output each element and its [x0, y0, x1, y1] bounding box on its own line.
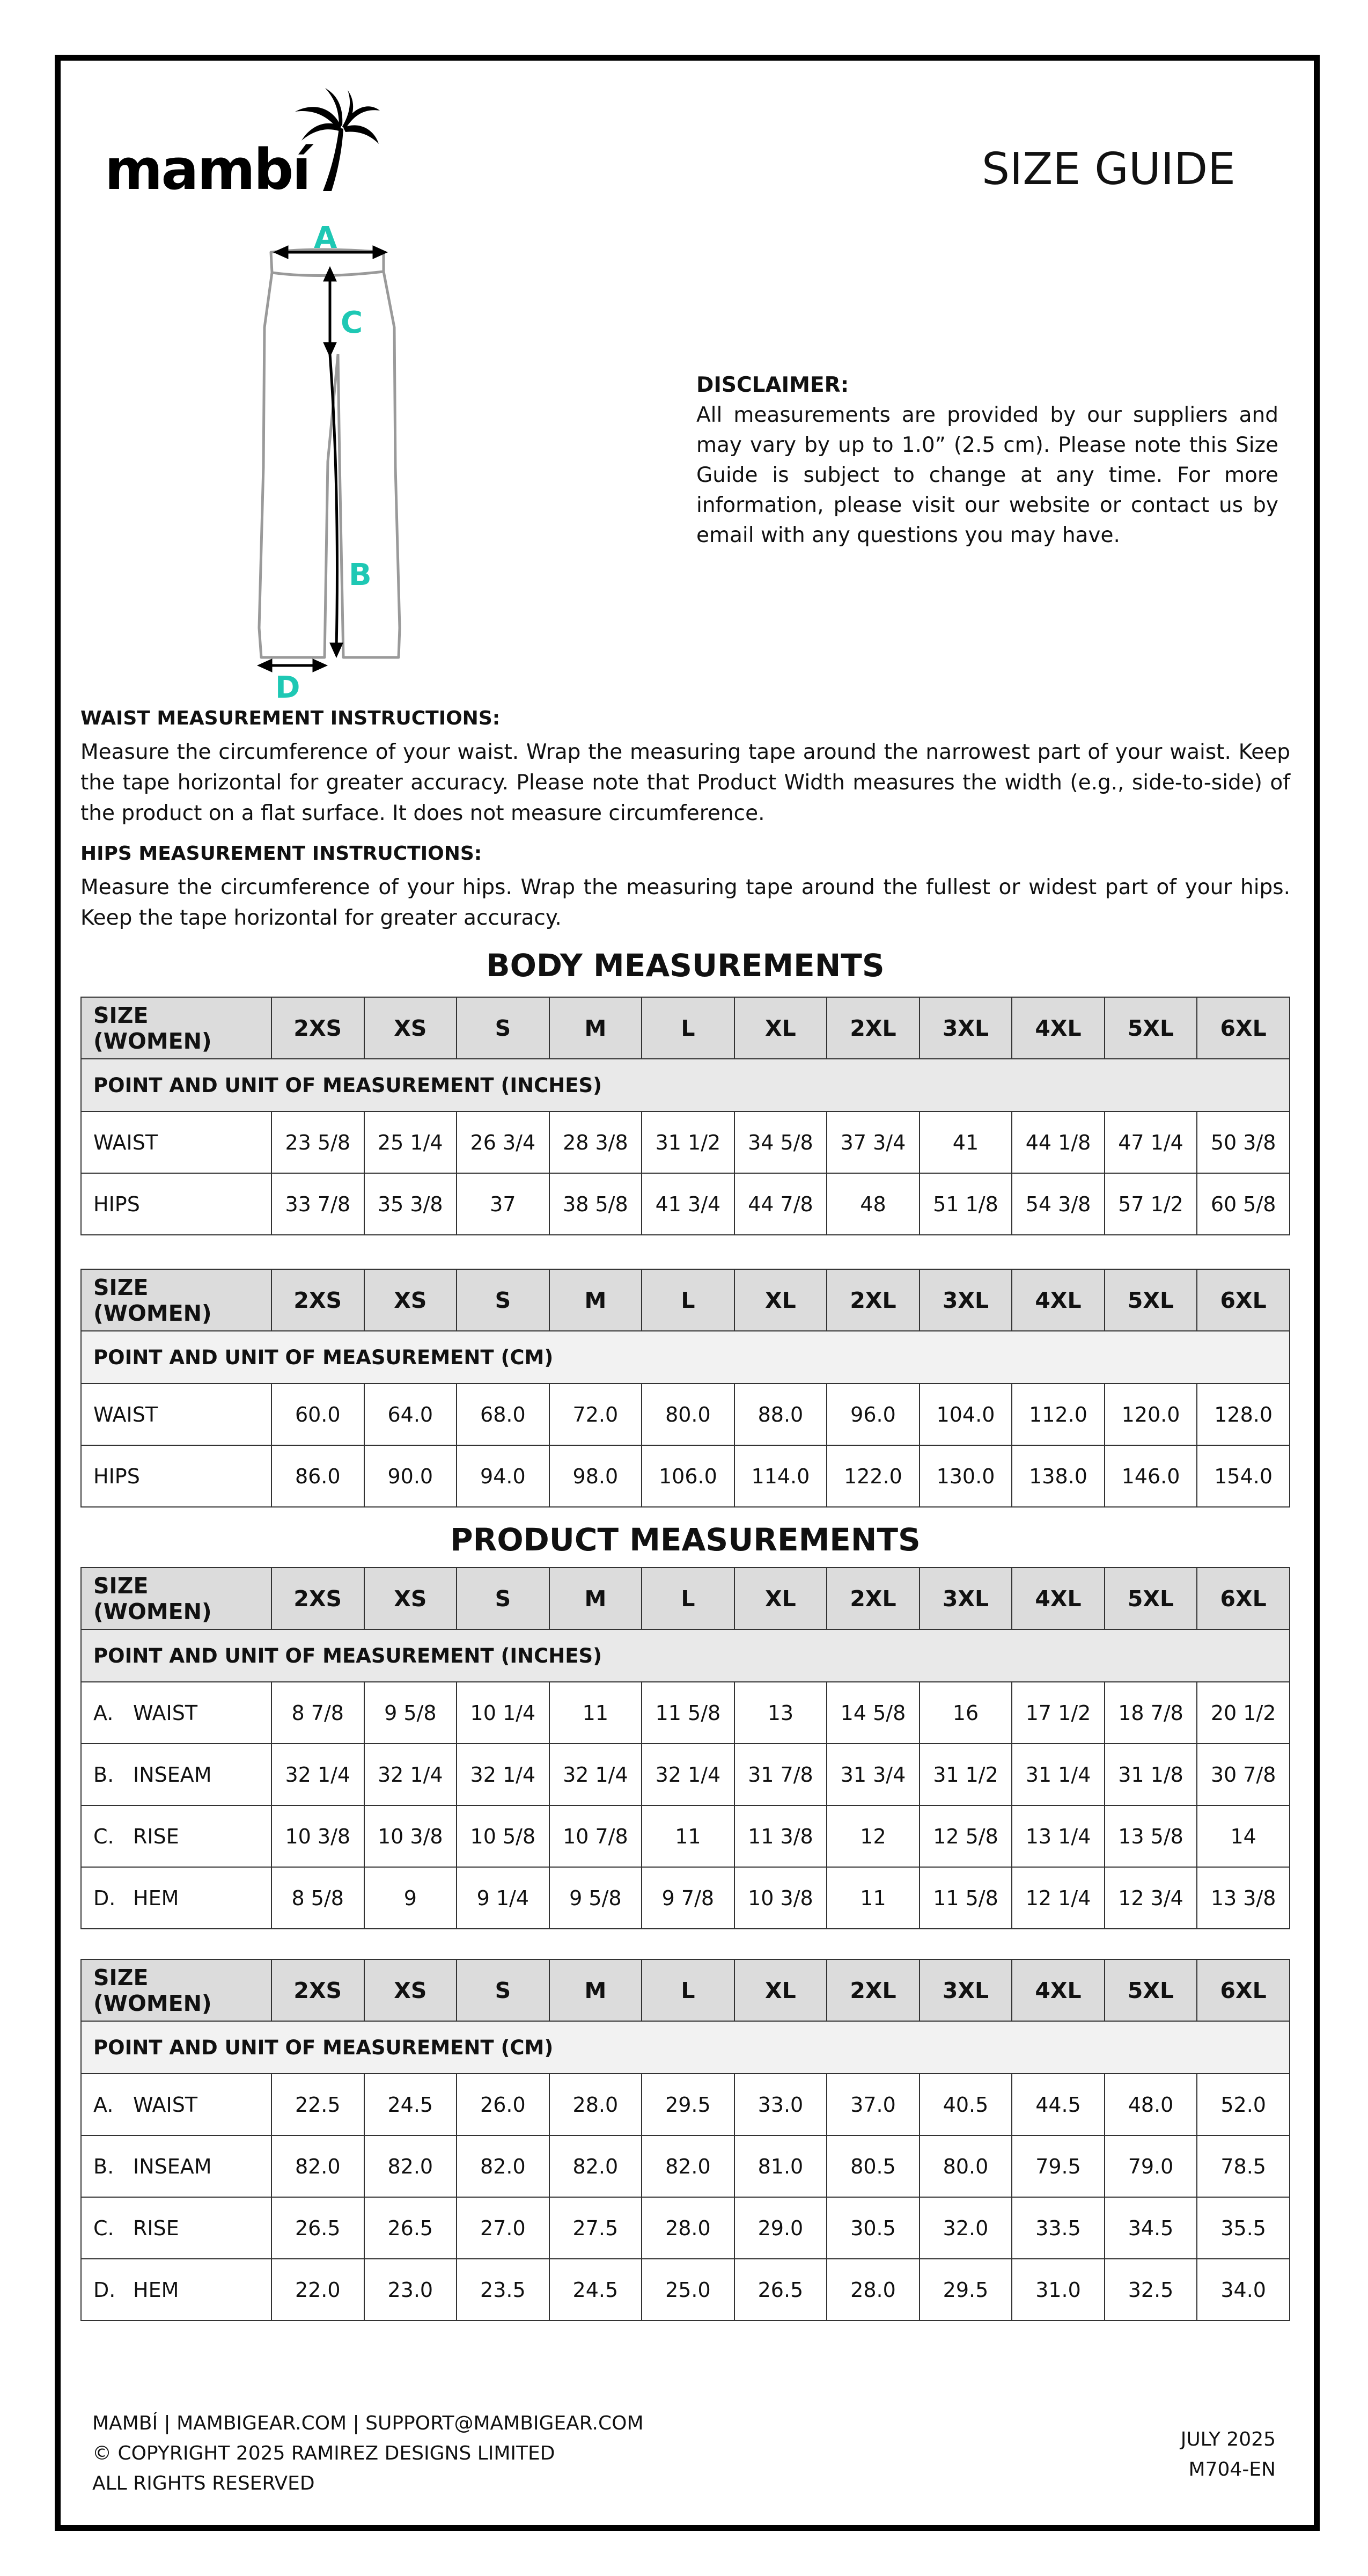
size-header-cell: L [642, 1959, 734, 2021]
row-label-cell [81, 2259, 271, 2321]
row-label-cell [81, 1805, 271, 1867]
table-cell: 9 7/8 [642, 1867, 734, 1929]
size-header-label: SIZE (WOMEN) [81, 997, 271, 1059]
size-header-label: SIZE (WOMEN) [81, 1269, 271, 1331]
diagram-label-a: A [314, 221, 337, 255]
table-cell: 28.0 [549, 2074, 642, 2135]
table-cell: 41 3/4 [642, 1173, 734, 1235]
size-header-cell: 3XL [920, 1269, 1012, 1331]
size-header-cell: XS [364, 1959, 457, 2021]
disclaimer-text: All measurements are provided by our suppliers and may vary by up to 1.0” (2.5 cm). Please note this Size Guide is subject to change at any time. For more information, please visit our website or contact us by email with any questions you may have. [696, 403, 1278, 547]
table-cell: 29.0 [734, 2197, 827, 2259]
table-cell: 24.5 [549, 2259, 642, 2321]
table-cell: 16 [920, 1682, 1012, 1744]
row-letter: A. [93, 2092, 114, 2117]
table-cell: 106.0 [642, 1445, 734, 1507]
row-label: WAIST [93, 1402, 158, 1426]
footer-code: M704-EN [1188, 2458, 1276, 2480]
table-cell: 64.0 [364, 1384, 457, 1445]
table-row [81, 1867, 1290, 1929]
table-cell: 26.0 [457, 2074, 549, 2135]
table-cell: 9 [364, 1867, 457, 1929]
table-cell: 114.0 [734, 1445, 827, 1507]
table-cell: 12 1/4 [1012, 1867, 1105, 1929]
body-measurements-title: BODY MEASUREMENTS [486, 947, 885, 984]
footer-contact-line: MAMBÍ | MAMBIGEAR.COM | SUPPORT@MAMBIGEAR.COM [92, 2412, 644, 2434]
table-row [81, 1384, 1290, 1445]
table-cell: 79.5 [1012, 2135, 1105, 2197]
table-cell: 98.0 [549, 1445, 642, 1507]
table-cell: 13 3/8 [1197, 1867, 1290, 1929]
size-header-cell: 4XL [1012, 1269, 1105, 1331]
size-header-cell: L [642, 1568, 734, 1629]
table-cell: 10 1/4 [457, 1682, 549, 1744]
row-letter: C. [93, 2216, 114, 2240]
unit-subheader-row [81, 1629, 1290, 1682]
table-cell: 32 1/4 [642, 1744, 734, 1805]
row-label: HIPS [93, 1464, 140, 1488]
table-cell: 28 3/8 [549, 1111, 642, 1173]
table-cell: 11 [642, 1805, 734, 1867]
hips-instructions-heading: HIPS MEASUREMENT INSTRUCTIONS: [80, 843, 482, 865]
table-cell: 44 1/8 [1012, 1111, 1105, 1173]
table-row [81, 1173, 1290, 1235]
table-cell: 128.0 [1197, 1384, 1290, 1445]
size-header-cell: XL [734, 1269, 827, 1331]
table-cell: 44 7/8 [734, 1173, 827, 1235]
table-cell: 31 3/4 [827, 1744, 920, 1805]
table-cell: 37.0 [827, 2074, 920, 2135]
table-cell: 81.0 [734, 2135, 827, 2197]
size-header-row [81, 1269, 1290, 1331]
table-cell: 14 [1197, 1805, 1290, 1867]
table-cell: 32 1/4 [549, 1744, 642, 1805]
size-header-label: SIZE (WOMEN) [81, 1959, 271, 2021]
size-header-cell: 2XS [271, 997, 364, 1059]
table-cell: 12 [827, 1805, 920, 1867]
table-cell: 24.5 [364, 2074, 457, 2135]
table-cell: 122.0 [827, 1445, 920, 1507]
row-letter: B. [93, 2154, 114, 2178]
size-header-cell: 5XL [1105, 997, 1197, 1059]
table-cell: 10 5/8 [457, 1805, 549, 1867]
table-cell: 72.0 [549, 1384, 642, 1445]
table-cell: 28.0 [642, 2197, 734, 2259]
unit-subheader-row [81, 2021, 1290, 2074]
table-cell: 33 7/8 [271, 1173, 364, 1235]
table-cell: 154.0 [1197, 1445, 1290, 1507]
table-cell: 54 3/8 [1012, 1173, 1105, 1235]
waist-instructions [80, 707, 1290, 829]
size-header-cell: 6XL [1197, 997, 1290, 1059]
body-measurements-inches-table [80, 997, 1290, 1235]
footer-left [92, 2409, 644, 2499]
row-label: RISE [133, 1824, 179, 1848]
size-header-cell: M [549, 1568, 642, 1629]
table-cell: 9 5/8 [364, 1682, 457, 1744]
size-header-cell: 2XS [271, 1269, 364, 1331]
unit-subheader-row [81, 1059, 1290, 1111]
row-label-cell [81, 1744, 271, 1805]
size-header-cell: 2XL [827, 1269, 920, 1331]
table-cell: 90.0 [364, 1445, 457, 1507]
table-cell: 37 3/4 [827, 1111, 920, 1173]
disclaimer [696, 370, 1278, 551]
size-header-cell: 2XL [827, 997, 920, 1059]
table-cell: 50 3/8 [1197, 1111, 1290, 1173]
table-cell: 18 7/8 [1105, 1682, 1197, 1744]
size-header-row [81, 1568, 1290, 1629]
table-cell: 57 1/2 [1105, 1173, 1197, 1235]
size-header-cell: 2XL [827, 1959, 920, 2021]
table-cell: 37 [457, 1173, 549, 1235]
hips-instructions [80, 843, 1290, 933]
waist-instructions-text: Measure the circumference of your waist. Wrap the measuring tape around the narrowest part of your waist. Keep the tape horizontal for greater accuracy. Please note that Product Width measures the width (e.g., side-to-side) of the product on a flat surface. It does not measure circumference. [80, 740, 1290, 825]
table-cell: 9 1/4 [457, 1867, 549, 1929]
table-cell: 52.0 [1197, 2074, 1290, 2135]
size-header-cell: XL [734, 1959, 827, 2021]
row-label-cell [81, 1867, 271, 1929]
disclaimer-label: DISCLAIMER: [696, 373, 849, 397]
row-label: INSEAM [133, 1762, 212, 1787]
size-header-cell: 2XS [271, 1568, 364, 1629]
table-cell: 10 3/8 [364, 1805, 457, 1867]
table-cell: 11 [827, 1867, 920, 1929]
table-cell: 29.5 [920, 2259, 1012, 2321]
table-cell: 30 7/8 [1197, 1744, 1290, 1805]
table-cell: 9 5/8 [549, 1867, 642, 1929]
unit-subheader: POINT AND UNIT OF MEASUREMENT (INCHES) [81, 1059, 1290, 1111]
table-cell: 32.0 [920, 2197, 1012, 2259]
table-cell: 79.0 [1105, 2135, 1197, 2197]
table-cell: 82.0 [364, 2135, 457, 2197]
size-header-cell: L [642, 997, 734, 1059]
size-header-cell: 5XL [1105, 1269, 1197, 1331]
table-cell: 31 1/4 [1012, 1744, 1105, 1805]
row-label: HEM [133, 1886, 179, 1910]
size-header-cell: M [549, 1269, 642, 1331]
table-cell: 13 [734, 1682, 827, 1744]
size-header-cell: 4XL [1012, 997, 1105, 1059]
row-label-cell [81, 2135, 271, 2197]
table-row [81, 2074, 1290, 2135]
table-cell: 31.0 [1012, 2259, 1105, 2321]
table-cell: 35 3/8 [364, 1173, 457, 1235]
table-cell: 82.0 [549, 2135, 642, 2197]
table-cell: 29.5 [642, 2074, 734, 2135]
table-cell: 34.0 [1197, 2259, 1290, 2321]
size-header-cell: 5XL [1105, 1959, 1197, 2021]
table-cell: 38 5/8 [549, 1173, 642, 1235]
table-cell: 41 [920, 1111, 1012, 1173]
size-header-cell: S [457, 1568, 549, 1629]
table-row [81, 1682, 1290, 1744]
row-letter: D. [93, 2278, 116, 2302]
table-cell: 82.0 [457, 2135, 549, 2197]
row-label-cell [81, 1111, 271, 1173]
table-cell: 130.0 [920, 1445, 1012, 1507]
table-cell: 26.5 [271, 2197, 364, 2259]
table-cell: 33.0 [734, 2074, 827, 2135]
row-label-cell [81, 1173, 271, 1235]
size-header-cell: 3XL [920, 1959, 1012, 2021]
row-letter: C. [93, 1824, 114, 1848]
table-cell: 86.0 [271, 1445, 364, 1507]
table-cell: 146.0 [1105, 1445, 1197, 1507]
table-cell: 60 5/8 [1197, 1173, 1290, 1235]
diagram-label-b: B [349, 558, 372, 592]
table-cell: 26.5 [364, 2197, 457, 2259]
table-cell: 80.0 [642, 1384, 734, 1445]
row-label-cell [81, 2074, 271, 2135]
table-cell: 11 3/8 [734, 1805, 827, 1867]
table-cell: 25 1/4 [364, 1111, 457, 1173]
table-cell: 47 1/4 [1105, 1111, 1197, 1173]
footer-date: JULY 2025 [1180, 2428, 1276, 2450]
unit-subheader: POINT AND UNIT OF MEASUREMENT (CM) [81, 1331, 1290, 1384]
table-row [81, 1111, 1290, 1173]
size-header-cell: XL [734, 1568, 827, 1629]
size-header-cell: XS [364, 997, 457, 1059]
page-title: SIZE GUIDE [982, 144, 1235, 195]
table-cell: 96.0 [827, 1384, 920, 1445]
row-label-cell [81, 1384, 271, 1445]
table-cell: 32.5 [1105, 2259, 1197, 2321]
table-cell: 11 5/8 [642, 1682, 734, 1744]
table-cell: 34 5/8 [734, 1111, 827, 1173]
row-label-cell [81, 1445, 271, 1507]
table-row [81, 2259, 1290, 2321]
size-header-row [81, 1959, 1290, 2021]
row-label: RISE [133, 2216, 179, 2240]
table-cell: 14 5/8 [827, 1682, 920, 1744]
size-header-cell: S [457, 997, 549, 1059]
table-cell: 22.0 [271, 2259, 364, 2321]
size-header-cell: 3XL [920, 997, 1012, 1059]
size-header-row [81, 997, 1290, 1059]
table-cell: 27.5 [549, 2197, 642, 2259]
table-cell: 12 5/8 [920, 1805, 1012, 1867]
row-label-cell [81, 2197, 271, 2259]
table-cell: 32 1/4 [364, 1744, 457, 1805]
waist-instructions-heading: WAIST MEASUREMENT INSTRUCTIONS: [80, 707, 501, 729]
diagram-label-c: C [341, 305, 363, 340]
size-header-cell: XS [364, 1568, 457, 1629]
size-header-cell: L [642, 1269, 734, 1331]
product-measurements-inches-table [80, 1567, 1290, 1929]
table-cell: 13 1/4 [1012, 1805, 1105, 1867]
footer-rights: ALL RIGHTS RESERVED [92, 2472, 315, 2494]
product-measurements-title: PRODUCT MEASUREMENTS [450, 1521, 921, 1558]
unit-subheader: POINT AND UNIT OF MEASUREMENT (INCHES) [81, 1629, 1290, 1682]
table-cell: 23.0 [364, 2259, 457, 2321]
table-cell: 44.5 [1012, 2074, 1105, 2135]
table-cell: 35.5 [1197, 2197, 1290, 2259]
row-label-cell [81, 1682, 271, 1744]
size-header-cell: 3XL [920, 1568, 1012, 1629]
table-cell: 48 [827, 1173, 920, 1235]
table-cell: 11 5/8 [920, 1867, 1012, 1929]
footer-right [1181, 2425, 1276, 2485]
table-cell: 34.5 [1105, 2197, 1197, 2259]
row-letter: A. [93, 1701, 114, 1725]
table-row [81, 1805, 1290, 1867]
table-cell: 138.0 [1012, 1445, 1105, 1507]
table-cell: 68.0 [457, 1384, 549, 1445]
table-cell: 80.0 [920, 2135, 1012, 2197]
table-cell: 25.0 [642, 2259, 734, 2321]
row-label: HEM [133, 2278, 179, 2302]
size-header-cell: XL [734, 997, 827, 1059]
table-cell: 48.0 [1105, 2074, 1197, 2135]
table-cell: 82.0 [271, 2135, 364, 2197]
size-header-cell: M [549, 1959, 642, 2021]
unit-subheader: POINT AND UNIT OF MEASUREMENT (CM) [81, 2021, 1290, 2074]
product-measurements-cm-table [80, 1959, 1290, 2321]
table-cell: 10 7/8 [549, 1805, 642, 1867]
table-cell: 120.0 [1105, 1384, 1197, 1445]
table-cell: 13 5/8 [1105, 1805, 1197, 1867]
table-cell: 80.5 [827, 2135, 920, 2197]
table-cell: 22.5 [271, 2074, 364, 2135]
table-cell: 94.0 [457, 1445, 549, 1507]
pants-diagram [244, 220, 437, 703]
table-cell: 60.0 [271, 1384, 364, 1445]
diagram-label-d: D [275, 670, 300, 703]
size-header-cell: XS [364, 1269, 457, 1331]
table-cell: 104.0 [920, 1384, 1012, 1445]
table-cell: 31 1/2 [920, 1744, 1012, 1805]
size-header-cell: 6XL [1197, 1269, 1290, 1331]
size-header-cell: 4XL [1012, 1568, 1105, 1629]
table-cell: 10 3/8 [734, 1867, 827, 1929]
table-cell: 12 3/4 [1105, 1867, 1197, 1929]
size-header-cell: 6XL [1197, 1568, 1290, 1629]
brand-wordmark: mambí [105, 137, 310, 202]
table-cell: 78.5 [1197, 2135, 1290, 2197]
table-cell: 10 3/8 [271, 1805, 364, 1867]
table-cell: 32 1/4 [457, 1744, 549, 1805]
size-header-cell: M [549, 997, 642, 1059]
table-cell: 51 1/8 [920, 1173, 1012, 1235]
table-cell: 26.5 [734, 2259, 827, 2321]
table-cell: 27.0 [457, 2197, 549, 2259]
row-letter: D. [93, 1886, 116, 1910]
unit-subheader-row [81, 1331, 1290, 1384]
table-cell: 32 1/4 [271, 1744, 364, 1805]
hips-instructions-text: Measure the circumference of your hips. Wrap the measuring tape around the fullest or widest part of your hips. Keep the tape horizontal for greater accuracy. [80, 875, 1290, 930]
table-row [81, 2197, 1290, 2259]
table-cell: 17 1/2 [1012, 1682, 1105, 1744]
size-header-label: SIZE (WOMEN) [81, 1568, 271, 1629]
table-cell: 33.5 [1012, 2197, 1105, 2259]
table-cell: 20 1/2 [1197, 1682, 1290, 1744]
size-header-cell: 4XL [1012, 1959, 1105, 2021]
row-label: WAIST [133, 2092, 198, 2117]
table-row [81, 1744, 1290, 1805]
table-cell: 28.0 [827, 2259, 920, 2321]
row-label: WAIST [133, 1701, 198, 1725]
body-measurements-cm-table [80, 1269, 1290, 1507]
table-row [81, 1445, 1290, 1507]
size-header-cell: 5XL [1105, 1568, 1197, 1629]
size-header-cell: 6XL [1197, 1959, 1290, 2021]
row-label: WAIST [93, 1130, 158, 1154]
table-cell: 8 5/8 [271, 1867, 364, 1929]
brand-logo [105, 86, 384, 202]
table-cell: 40.5 [920, 2074, 1012, 2135]
table-cell: 31 1/2 [642, 1111, 734, 1173]
row-label: INSEAM [133, 2154, 212, 2178]
table-cell: 31 1/8 [1105, 1744, 1197, 1805]
footer-copyright: © COPYRIGHT 2025 RAMIREZ DESIGNS LIMITED [92, 2442, 555, 2464]
table-cell: 26 3/4 [457, 1111, 549, 1173]
table-cell: 88.0 [734, 1384, 827, 1445]
table-row [81, 2135, 1290, 2197]
table-cell: 23.5 [457, 2259, 549, 2321]
size-header-cell: S [457, 1959, 549, 2021]
table-cell: 30.5 [827, 2197, 920, 2259]
table-cell: 112.0 [1012, 1384, 1105, 1445]
table-cell: 31 7/8 [734, 1744, 827, 1805]
size-header-cell: 2XL [827, 1568, 920, 1629]
table-cell: 8 7/8 [271, 1682, 364, 1744]
table-cell: 82.0 [642, 2135, 734, 2197]
row-label: HIPS [93, 1192, 140, 1216]
size-header-cell: 2XS [271, 1959, 364, 2021]
table-cell: 23 5/8 [271, 1111, 364, 1173]
size-header-cell: S [457, 1269, 549, 1331]
table-cell: 11 [549, 1682, 642, 1744]
row-letter: B. [93, 1762, 114, 1787]
